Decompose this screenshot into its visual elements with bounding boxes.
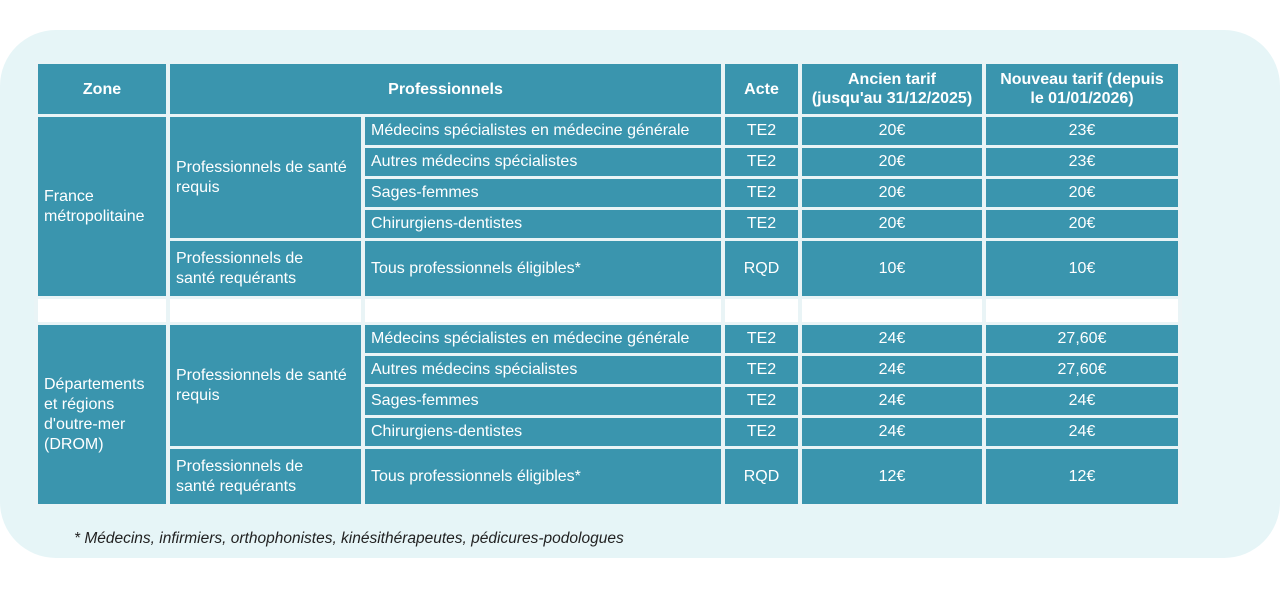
nouveau-tarif-cell: 23€ [986,148,1178,176]
nouveau-tarif-cell: 24€ [986,387,1178,415]
acte-cell: TE2 [725,117,798,145]
acte-cell: TE2 [725,148,798,176]
separator-row [38,299,1178,322]
nouveau-tarif-cell: 20€ [986,179,1178,207]
header-zone: Zone [38,64,166,114]
group-cell: Professionnels de santé requis [170,117,361,238]
header-nouveau-tarif: Nouveau tarif (depuis le 01/01/2026) [986,64,1178,114]
header-professionnels: Professionnels [170,64,721,114]
ancien-tarif-cell: 20€ [802,179,982,207]
ancien-tarif-cell: 10€ [802,241,982,296]
professionnel-cell: Chirurgiens-dentistes [365,210,721,238]
header-acte: Acte [725,64,798,114]
ancien-tarif-cell: 20€ [802,148,982,176]
acte-cell: TE2 [725,387,798,415]
ancien-tarif-cell: 24€ [802,387,982,415]
professionnel-cell: Sages-femmes [365,179,721,207]
professionnel-cell: Tous professionnels éligibles* [365,449,721,504]
separator-cell [38,299,166,322]
acte-cell: TE2 [725,210,798,238]
professionnel-cell: Autres médecins spécialistes [365,356,721,384]
nouveau-tarif-cell: 24€ [986,418,1178,446]
nouveau-tarif-cell: 27,60€ [986,325,1178,353]
separator-cell [365,299,721,322]
nouveau-tarif-cell: 12€ [986,449,1178,504]
group-cell: Professionnels de santé requérants [170,241,361,296]
ancien-tarif-cell: 24€ [802,356,982,384]
nouveau-tarif-cell: 27,60€ [986,356,1178,384]
acte-cell: RQD [725,241,798,296]
zone-cell: Départements et régions d'outre-mer (DROM) [38,325,166,504]
professionnel-cell: Sages-femmes [365,387,721,415]
ancien-tarif-cell: 20€ [802,210,982,238]
ancien-tarif-cell: 12€ [802,449,982,504]
table-row [38,325,1178,353]
acte-cell: TE2 [725,179,798,207]
ancien-tarif-cell: 20€ [802,117,982,145]
nouveau-tarif-cell: 20€ [986,210,1178,238]
acte-cell: TE2 [725,325,798,353]
acte-cell: TE2 [725,418,798,446]
tarifs-table [34,61,1182,507]
professionnel-cell: Autres médecins spécialistes [365,148,721,176]
group-cell: Professionnels de santé requérants [170,449,361,504]
professionnel-cell: Chirurgiens-dentistes [365,418,721,446]
acte-cell: RQD [725,449,798,504]
separator-cell [986,299,1178,322]
separator-cell [170,299,361,322]
professionnel-cell: Tous professionnels éligibles* [365,241,721,296]
header-ancien-tarif: Ancien tarif (jusqu'au 31/12/2025) [802,64,982,114]
nouveau-tarif-cell: 23€ [986,117,1178,145]
ancien-tarif-cell: 24€ [802,418,982,446]
footnote: * Médecins, infirmiers, orthophonistes, kinésithérapeutes, pédicures-podologues [74,530,624,547]
table-row [38,449,1178,504]
table-row [38,241,1178,296]
professionnel-cell: Médecins spécialistes en médecine générale [365,117,721,145]
table-row [38,117,1178,145]
separator-cell [802,299,982,322]
nouveau-tarif-cell: 10€ [986,241,1178,296]
acte-cell: TE2 [725,356,798,384]
group-cell: Professionnels de santé requis [170,325,361,446]
zone-cell: France métropolitaine [38,117,166,296]
ancien-tarif-cell: 24€ [802,325,982,353]
header-row [38,64,1178,114]
professionnel-cell: Médecins spécialistes en médecine générale [365,325,721,353]
separator-cell [725,299,798,322]
